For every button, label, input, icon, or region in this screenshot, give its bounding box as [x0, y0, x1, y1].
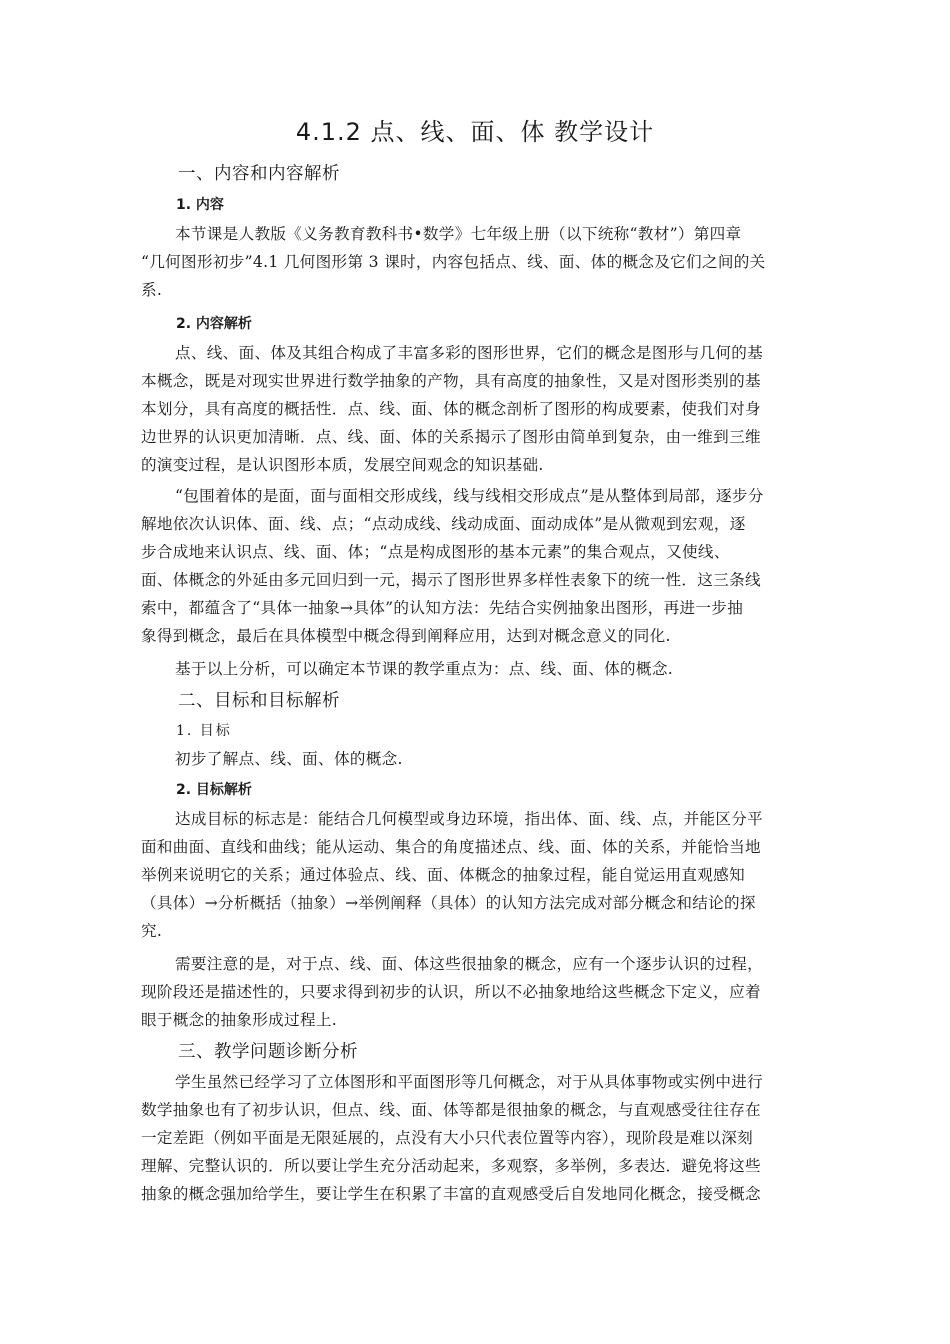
subheading-content: 1. 内容 — [176, 197, 224, 213]
text-line: 本划分，具有高度的概括性．点、线、面、体的概念剖析了图形的构成要素，使我们对身 — [141, 400, 761, 418]
text-line: 学生虽然已经学习了立体图形和平面图形等几何概念，对于从具体事物或实例中进行 — [175, 1073, 764, 1091]
text-line: （具体）→分析概括（抽象）→举例阐释（具体）的认知方法完成对部分概念和结论的探 — [141, 894, 756, 912]
text-line: 的演变过程，是认识图形本质，发展空间观念的知识基础. — [141, 456, 544, 474]
text-line: “包围着体的是面，面与面相交形成线，线与线相交形成点”是从整体到局部，逐步分 — [175, 487, 764, 505]
paragraph-diagnosis — [141, 1068, 807, 1208]
text-line: 面、体概念的外延由多元回归到一元，揭示了图形世界多样性表象下的统一性．这三条线 — [141, 571, 761, 589]
text-line: 初步了解点、线、面、体的概念. — [175, 750, 403, 768]
subheading-goal: 1. 目标 — [176, 723, 232, 739]
text-line: 数学抽象也有了初步认识，但点、线、面、体等都是很抽象的概念，与直观感受往往存在 — [141, 1101, 761, 1119]
section-heading-content: 一、内容和内容解析 — [178, 164, 340, 184]
text-line: 抽象的概念强加给学生，要让学生在积累了丰富的直观感受后自发地同化概念，接受概念 — [141, 1185, 761, 1203]
text-line: 索中，都蕴含了“具体一抽象→具体”的认知方法：先结合实例抽象出图形，再进一步抽 — [141, 599, 744, 617]
text-line: 举例来说明它的关系；通过体验点、线、面、体概念的抽象过程，能自觉运用直观感知 — [141, 866, 745, 884]
text-line: 系. — [141, 281, 163, 299]
subheading-goal-analysis: 2. 目标解析 — [176, 782, 252, 798]
paragraph-goal-analysis-2 — [141, 950, 807, 1034]
paragraph-goal-analysis-1 — [141, 805, 807, 945]
text-line: 一定差距（例如平面是无限延展的，点没有大小只代表位置等内容），现阶段是难以深刻 — [141, 1129, 754, 1147]
text-line: 面和曲面、直线和曲线；能从运动、集合的角度描述点、线、面、体的关系，并能恰当地 — [141, 838, 761, 856]
text-line: 步合成地来认识点、线、面、体；“点是构成图形的基本元素”的集合观点，又使线、 — [141, 543, 730, 561]
paragraph-content-analysis-2 — [141, 482, 807, 650]
paragraph-content — [141, 220, 807, 304]
text-line: 达成目标的标志是：能结合几何模型或身边环境，指出体、面、线、点，并能区分平 — [175, 810, 764, 828]
text-line: 本概念，既是对现实世界进行数学抽象的产物，具有高度的抽象性，又是对图形类别的基 — [141, 372, 761, 390]
section-heading-goals: 二、目标和目标解析 — [178, 691, 340, 711]
text-line: 象得到概念，最后在具体模型中概念得到阐释应用，达到对概念意义的同化. — [141, 627, 671, 645]
text-line: 解地依次认识体、面、线、点；“点动成线、线动成面、面动成体”是从微观到宏观，逐 — [141, 515, 746, 533]
paragraph-goal — [141, 745, 807, 773]
text-line: 需要注意的是，对于点、线、面、体这些很抽象的概念，应有一个逐步认识的过程， — [175, 955, 764, 973]
text-line: 眼于概念的抽象形成过程上. — [141, 1011, 337, 1029]
paragraph-content-analysis-3 — [141, 655, 807, 683]
text-line: 究. — [141, 922, 163, 940]
paragraph-content-analysis-1 — [141, 339, 807, 479]
text-line: 基于以上分析，可以确定本节课的教学重点为：点、线、面、体的概念. — [175, 660, 673, 678]
text-line: 本节课是人教版《义务教育教科书•数学》七年级上册（以下统称“教材”）第四章 — [175, 225, 742, 243]
text-line: “几何图形初步”4.1 几何图形第 3 课时，内容包括点、线、面、体的概念及它们之间的关 — [141, 253, 766, 271]
subheading-content-analysis: 2. 内容解析 — [176, 316, 252, 332]
section-heading-diagnosis: 三、教学问题诊断分析 — [178, 1042, 358, 1062]
text-line: 现阶段还是描述性的，只要求得到初步的认识，所以不必抽象地给这些概念下定义，应着 — [141, 983, 761, 1001]
text-line: 边世界的认识更加清晰．点、线、面、体的关系揭示了图形由简单到复杂，由一维到三维 — [141, 428, 761, 446]
text-line: 点、线、面、体及其组合构成了丰富多彩的图形世界，它们的概念是图形与几何的基 — [175, 344, 764, 362]
document-title: 4.1.2 点、线、面、体 教学设计 — [295, 118, 655, 146]
text-line: 理解、完整认识的．所以要让学生充分活动起来，多观察，多举例，多表达．避免将这些 — [141, 1157, 761, 1175]
